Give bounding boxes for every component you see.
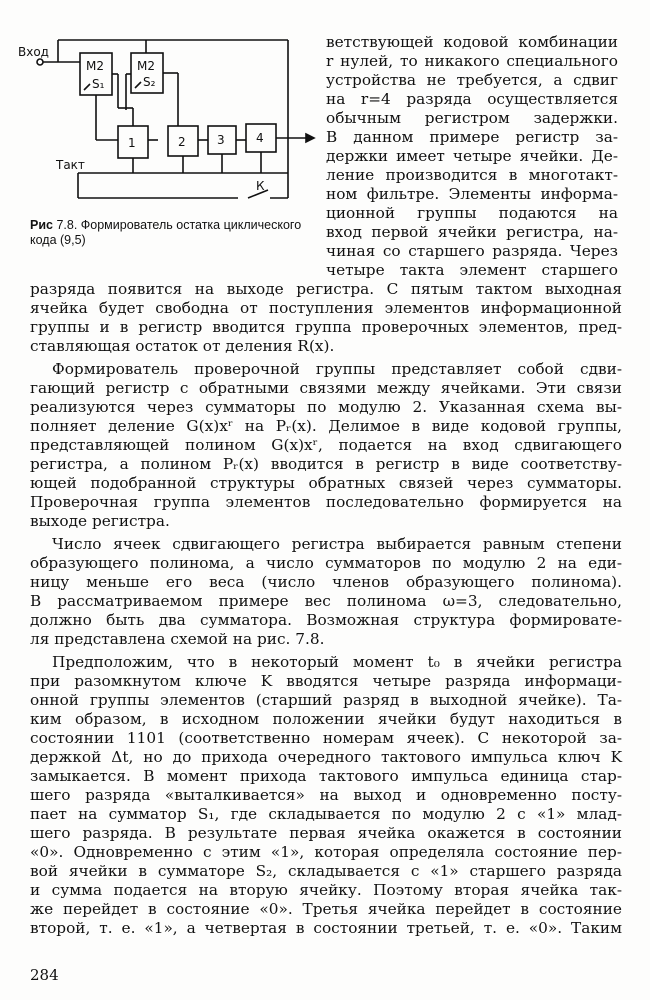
text-line: ля представлена схемой на рис. 7.8. — [30, 630, 325, 648]
text-line: пает на сумматор S₁, где складывается по модулю 2 с «1» млад- — [30, 805, 622, 823]
text-line: представляющей полином G(x)xʳ, подается на вход сдвигающего — [30, 436, 622, 454]
text-line: полняет деление G(x)xʳ на Pᵣ(x). Делимое в виде кодовой группы, — [30, 417, 622, 435]
text-line: Проверочная группа элементов последовательно формируется на — [30, 493, 622, 511]
text-line: Число ячеек сдвигающего регистра выбирается равным степени — [52, 535, 622, 553]
figure-caption-text: 7.8. Формирователь остатка циклического кода (9,5) — [30, 218, 302, 247]
text-line: замыкается. В момент прихода тактового импульса единица стар- — [30, 767, 622, 785]
text-line: Формирователь проверочной группы представляет собой сдви- — [52, 360, 622, 378]
adder-label-2: М2 — [137, 59, 155, 73]
text-line: реализуются через сумматоры по модулю 2. Указанная схема вы- — [30, 398, 622, 416]
text-line: вой ячейки в сумматоре S₂, складывается с «1» старшего разряда — [30, 862, 622, 880]
page-number: 284 — [30, 966, 59, 984]
text-line: группы и в регистр вводится группа проверочных элементов, пред- — [30, 318, 622, 336]
text-line: и сумма подается на вторую ячейку. Поэтому вторая ячейка так- — [30, 881, 622, 899]
text-line: регистра, а полином Pᵣ(x) вводится в регистр в виде соответству- — [30, 455, 622, 473]
text-line: В рассматриваемом примере вес полинома ω=3, следовательно, — [30, 592, 622, 610]
text-line: гающий регистр с обратными связями между ячейками. Эти связи — [30, 379, 622, 397]
text-line: должно быть два сумматора. Возможная структура формировате- — [30, 611, 622, 629]
cell-4-label: 4 — [256, 131, 264, 145]
text-line: второй, т. е. «1», а четвертая в состоянии третьей, т. е. «0». Таким — [30, 919, 622, 937]
text-line: ющей подобранной структуры обратных связей через сумматоры. — [30, 474, 622, 492]
text-line: держкой Δt, но до прихода очередного тактового импульса ключ K — [30, 748, 622, 766]
text-line: вход первой ячейки регистра, на- — [326, 223, 618, 241]
text-line: ставляющая остаток от деления R(x). — [30, 337, 335, 355]
text-line: четыре такта элемент старшего — [326, 261, 618, 279]
adder-s2-label: S₂ — [143, 75, 156, 89]
text-line: обычным регистром задержки. — [326, 109, 618, 127]
text-line: же перейдет в состояние «0». Третья ячейка перейдет в состояние — [30, 900, 622, 918]
text-line: ячейка будет свободна от поступления элементов информационной — [30, 299, 622, 317]
adder-label-1: М2 — [86, 59, 104, 73]
text-line: В данном примере регистр за- — [326, 128, 618, 146]
key-label: К — [256, 179, 265, 193]
text-line: «0». Одновременно с этим «1», которая определяла состояние пер- — [30, 843, 622, 861]
cell-3-label: 3 — [217, 133, 225, 147]
text-line: ницу меньше его веса (число членов образующего полинома). — [30, 573, 622, 591]
clock-label: Такт — [56, 158, 85, 172]
text-line: разряда появится на выходе регистра. С пятым тактом выходная — [30, 280, 622, 298]
cell-1-label: 1 — [128, 136, 136, 150]
text-line: выходе регистра. — [30, 512, 170, 530]
figure-caption-lead: Рис — [30, 218, 53, 232]
text-line: на r=4 разряда осуществляется — [326, 90, 618, 108]
text-line: ление производится в многотакт- — [326, 166, 618, 184]
text-line: устройства не требуется, а сдвиг — [326, 71, 618, 89]
adder-s1-label: S₁ — [92, 77, 105, 91]
input-label: Вход — [18, 45, 49, 59]
text-line: ционной группы подаются на — [326, 204, 618, 222]
text-line: шего разряда. В результате первая ячейка окажется в состоянии — [30, 824, 622, 842]
text-line: ким образом, в исходном положении ячейки будут находиться в — [30, 710, 622, 728]
text-line: r нулей, то никакого специального — [326, 52, 618, 70]
text-line: чиная со старшего разряда. Через — [326, 242, 618, 260]
text-line: ветствующей кодовой комбинации — [326, 33, 618, 51]
text-line: образующего полинома, а число сумматоров по модулю 2 на еди- — [30, 554, 622, 572]
figure-caption — [30, 218, 315, 248]
cell-2-label: 2 — [178, 135, 186, 149]
text-line: при разомкнутом ключе K вводятся четыре разряда информаци- — [30, 672, 622, 690]
text-line: шего разряда «выталкивается» на выход и одновременно посту- — [30, 786, 622, 804]
text-line: онной группы элементов (старший разряд в выходной ячейке). Та- — [30, 691, 622, 709]
text-line: состоянии 1101 (соответственно номерам ячеек). С некоторой за- — [30, 729, 622, 747]
text-line: ном фильтре. Элементы информа- — [326, 185, 618, 203]
circuit-diagram — [18, 28, 318, 218]
text-line: держки имеет четыре ячейки. Де- — [326, 147, 618, 165]
text-line: Предположим, что в некоторый момент t₀ в ячейки регистра — [52, 653, 622, 671]
